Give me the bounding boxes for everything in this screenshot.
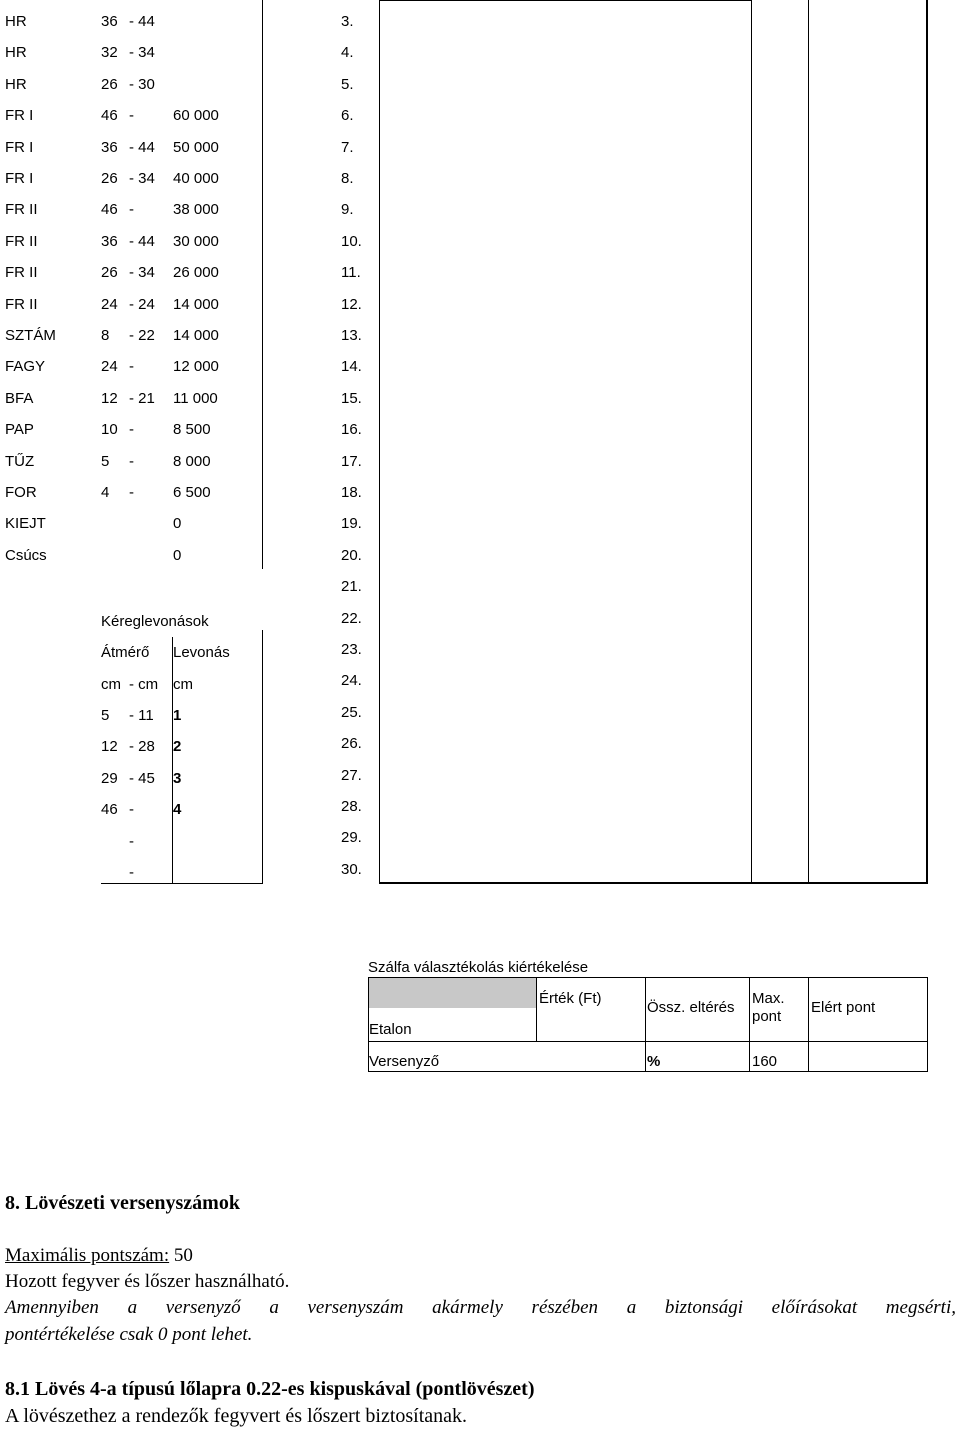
max-score-value: 50: [169, 1245, 193, 1266]
category-diameter-from: 26: [101, 264, 118, 282]
category-code: HR: [5, 13, 27, 30]
category-price: 30 000: [173, 232, 219, 250]
category-diameter-from: 26: [101, 170, 118, 187]
deduction-value: 1: [173, 707, 182, 724]
row-number: 6.: [341, 107, 354, 125]
row-number: 30.: [341, 860, 362, 878]
body-line-zero-points: pontértékelése csak 0 pont lehet.: [5, 1324, 253, 1345]
category-code: FOR: [5, 484, 37, 501]
category-price: 26 000: [173, 264, 219, 282]
ertek-header: Érték (Ft): [539, 990, 602, 1007]
category-code: FR II: [5, 264, 38, 282]
row-number: 29.: [341, 829, 362, 847]
category-code: FR I: [5, 138, 34, 156]
shaded-cell: [368, 977, 536, 1008]
max-pont-value: 160: [752, 1053, 778, 1070]
row-number: 7.: [341, 138, 354, 156]
grid-line: [645, 977, 646, 1072]
grid-line: [172, 637, 173, 884]
row-number: 11.: [341, 264, 361, 282]
category-code: HR: [5, 44, 27, 62]
category-price: 0: [173, 546, 182, 564]
deductions-col-diameter: Átmérő: [101, 644, 150, 661]
deduction-from: 29: [101, 769, 118, 787]
grid-line: [749, 977, 750, 1072]
grid-line: [368, 977, 928, 978]
section-heading-8-1: 8.1 Lövés 4-a típusú lőlapra 0.22-es kispuskával (pontlövészet): [5, 1378, 535, 1400]
grid-line: [368, 1041, 928, 1042]
deduction-to: - 28: [129, 738, 155, 756]
category-price: 0: [173, 515, 182, 533]
category-diameter-to: -: [129, 484, 134, 501]
category-diameter-from: 12: [101, 389, 118, 407]
body-line-organizers: A lövészethez a rendezők fegyvert és lőszert biztosítanak.: [5, 1405, 468, 1427]
row-number: 15.: [341, 389, 362, 407]
row-number: 9.: [341, 201, 354, 219]
row-number: 17.: [341, 452, 362, 470]
category-diameter-to: - 34: [129, 264, 155, 282]
category-diameter-to: - 34: [129, 170, 155, 187]
grid-line: [536, 977, 537, 1042]
category-diameter-to: -: [129, 358, 134, 376]
category-diameter-from: 24: [101, 358, 118, 376]
deduction-to: -: [129, 864, 134, 881]
section-heading-8: 8. Lövészeti versenyszámok: [5, 1192, 240, 1214]
grid-line: [368, 1071, 928, 1072]
row-number: 4.: [341, 44, 354, 62]
grid-line: [927, 977, 928, 1072]
category-code: FR II: [5, 232, 38, 250]
row-number: 28.: [341, 798, 362, 815]
category-diameter-to: -: [129, 201, 134, 219]
row-number: 24.: [341, 672, 362, 690]
unit-from: cm: [101, 676, 121, 693]
max-pont-header-1: Max.: [752, 990, 785, 1007]
grid-line: [926, 0, 928, 884]
category-diameter-from: 10: [101, 421, 118, 439]
category-price: 8 000: [173, 452, 211, 470]
grid-line: [101, 883, 263, 884]
deduction-to: -: [129, 832, 134, 850]
row-number: 25.: [341, 703, 362, 721]
category-code: FR II: [5, 201, 38, 219]
category-diameter-from: 32: [101, 44, 118, 62]
category-diameter-to: - 34: [129, 44, 155, 62]
category-code: SZTÁM: [5, 327, 56, 344]
category-table-right-border: [262, 0, 263, 569]
category-price: 40 000: [173, 170, 219, 187]
row-number: 18.: [341, 484, 362, 501]
category-diameter-to: -: [129, 107, 134, 125]
max-score-line: [5, 1245, 193, 1267]
category-code: FAGY: [5, 358, 46, 376]
row-number: 13.: [341, 327, 362, 344]
elert-pont-header: Elért pont: [811, 999, 876, 1016]
row-number: 8.: [341, 170, 354, 187]
unit-levonas: cm: [173, 676, 193, 693]
grid-line: [379, 0, 380, 884]
category-diameter-from: 5: [101, 452, 110, 470]
category-diameter-to: - 22: [129, 327, 155, 344]
category-price: 14 000: [173, 295, 219, 313]
category-price: 11 000: [173, 389, 218, 407]
category-code: FR I: [5, 170, 34, 187]
row-number: 14.: [341, 358, 362, 376]
category-price: 60 000: [173, 107, 219, 125]
row-number: 19.: [341, 515, 362, 533]
etalon-label: Etalon: [369, 1021, 412, 1038]
category-price: 50 000: [173, 138, 219, 156]
grid-line: [808, 977, 809, 1072]
deduction-to: -: [129, 801, 134, 819]
category-code: HR: [5, 75, 27, 93]
row-number: 16.: [341, 421, 362, 439]
eval-title: Szálfa választékolás kiértékelése: [368, 959, 589, 976]
row-number: 26.: [341, 735, 362, 753]
category-diameter-to: - 30: [129, 75, 155, 93]
category-price: 12 000: [173, 358, 219, 376]
category-diameter-from: 24: [101, 295, 118, 313]
deductions-col-levonas: Levonás: [173, 644, 230, 661]
row-number: 5.: [341, 75, 354, 93]
deduction-to: - 45: [129, 769, 155, 787]
grid-line: [751, 0, 752, 884]
category-code: KIEJT: [5, 515, 46, 533]
category-code: FR I: [5, 107, 34, 125]
category-diameter-from: 8: [101, 327, 110, 344]
category-diameter-from: 26: [101, 75, 118, 93]
percent-sign: %: [647, 1053, 661, 1070]
category-diameter-to: - 44: [129, 232, 155, 250]
body-line-weapon: Hozott fegyver és lőszer használható.: [5, 1271, 290, 1292]
category-diameter-from: 4: [101, 484, 110, 501]
grid-line: [379, 882, 928, 884]
deduction-value: 2: [173, 738, 182, 756]
category-diameter-from: 36: [101, 232, 118, 250]
grid-line: [808, 0, 809, 884]
category-diameter-from: 46: [101, 107, 118, 125]
category-price: 38 000: [173, 201, 219, 219]
row-number: 3.: [341, 13, 354, 30]
versenyzo-label: Versenyző: [369, 1053, 440, 1070]
category-diameter-to: - 44: [129, 13, 155, 30]
category-diameter-to: - 24: [129, 295, 155, 313]
category-diameter-to: - 21: [129, 389, 155, 407]
row-number: 10.: [341, 232, 362, 250]
deduction-value: 4: [173, 801, 182, 819]
category-price: 14 000: [173, 327, 219, 344]
deduction-from: 5: [101, 707, 110, 724]
category-price: 6 500: [173, 484, 211, 501]
grid-line: [262, 630, 263, 884]
row-number: 21.: [341, 578, 362, 596]
row-number: 22.: [341, 609, 362, 627]
category-diameter-from: 46: [101, 201, 118, 219]
category-code: BFA: [5, 389, 34, 407]
deduction-to: - 11: [129, 707, 154, 724]
ossz-elteres-header: Össz. eltérés: [647, 999, 735, 1016]
deduction-value: 3: [173, 769, 182, 787]
row-number: 20.: [341, 546, 362, 564]
grid-line: [379, 0, 752, 1]
category-diameter-to: - 44: [129, 138, 155, 156]
category-diameter-to: -: [129, 452, 134, 470]
deductions-title: Kéreglevonások: [101, 613, 209, 630]
category-code: Csúcs: [5, 546, 47, 564]
max-score-label: Maximális pontszám:: [5, 1245, 170, 1266]
unit-dash: - cm: [129, 676, 159, 693]
max-pont-header-2: pont: [752, 1008, 782, 1025]
row-number: 12.: [341, 295, 362, 313]
category-diameter-from: 36: [101, 138, 118, 156]
row-number: 23.: [341, 641, 362, 658]
category-code: TŰZ: [5, 452, 35, 470]
category-diameter-to: -: [129, 421, 134, 439]
category-code: PAP: [5, 421, 34, 439]
category-code: FR II: [5, 295, 38, 313]
deduction-from: 46: [101, 801, 118, 819]
body-line-safety: Amennyiben a versenyző a versenyszám akármely részében a biztonsági előírásokat megsérti,: [5, 1297, 956, 1318]
category-diameter-from: 36: [101, 13, 118, 30]
row-number: 27.: [341, 766, 362, 784]
deduction-from: 12: [101, 738, 118, 756]
category-price: 8 500: [173, 421, 211, 439]
